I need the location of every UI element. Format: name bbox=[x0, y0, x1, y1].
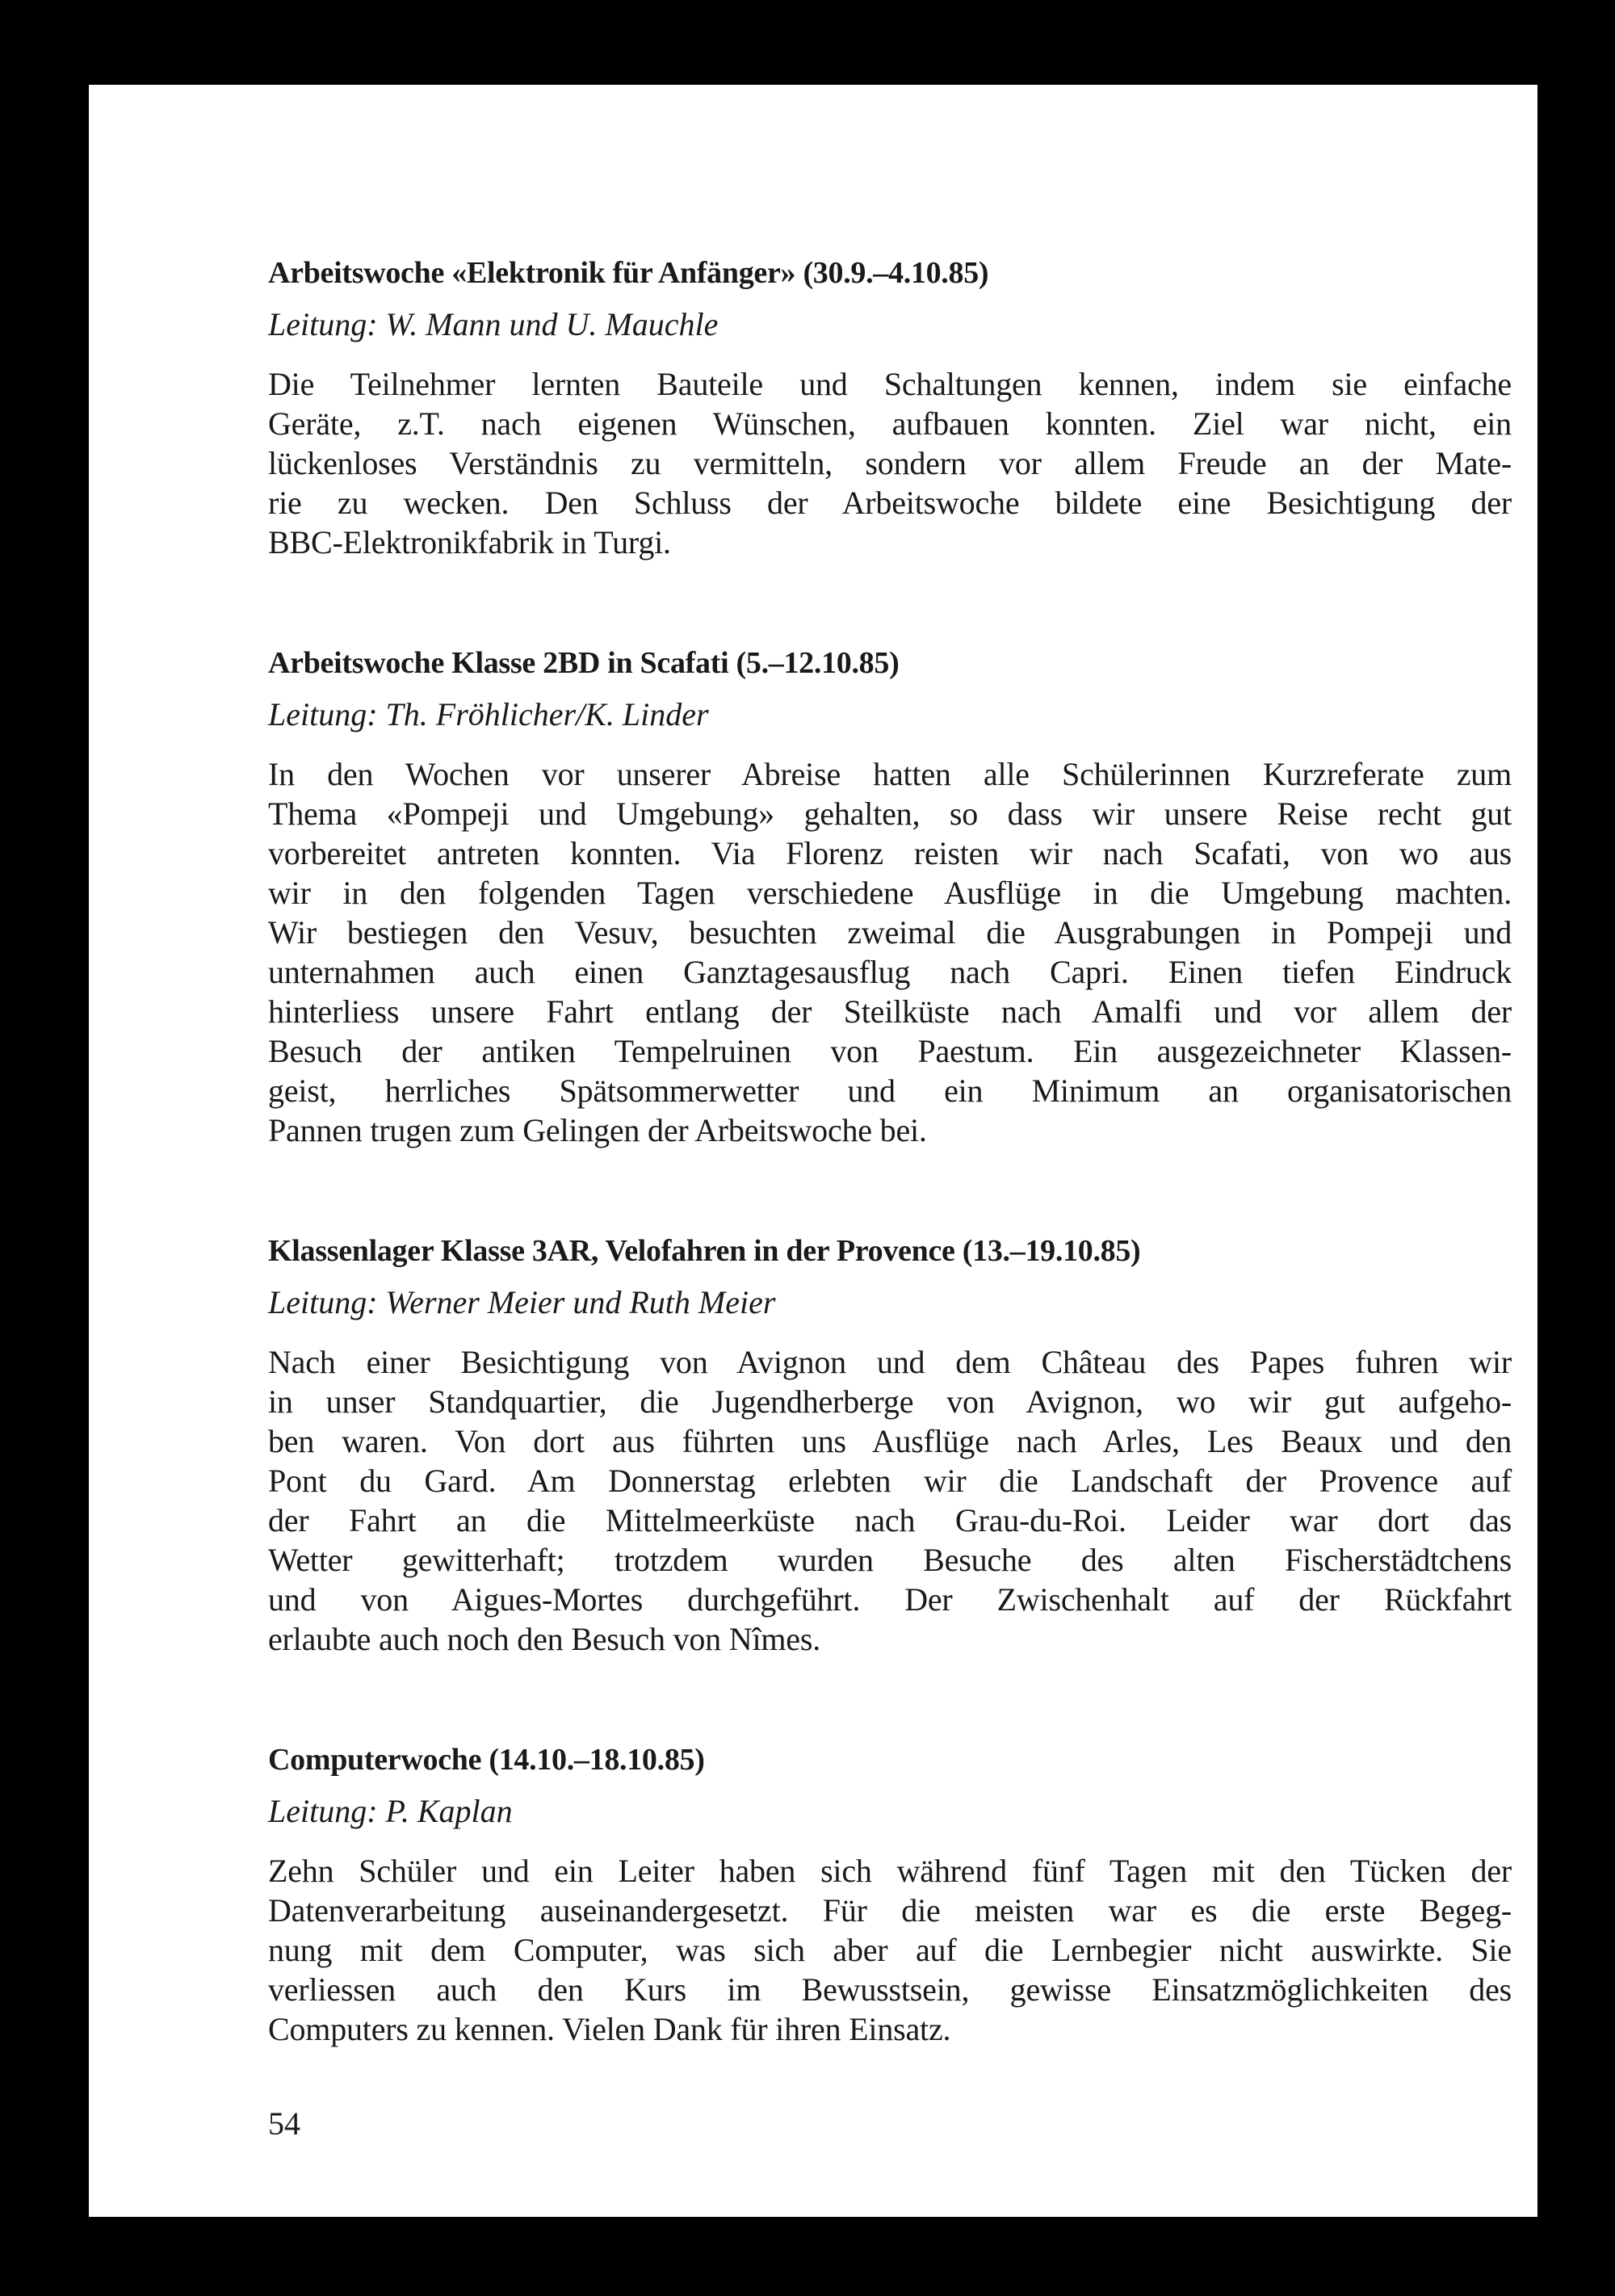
section-body bbox=[268, 754, 1512, 1150]
body-line: nung mit dem Computer, was sich aber auf die Lernbegier nicht auswirkte. Sie bbox=[268, 1932, 1512, 1968]
page-number: 54 bbox=[268, 2105, 300, 2142]
body-line: unternahmen auch einen Ganztagesausflug nach Capri. Einen tiefen Eindruck bbox=[268, 954, 1512, 990]
section-body bbox=[268, 364, 1512, 562]
section-body bbox=[268, 1342, 1512, 1659]
document-page bbox=[89, 85, 1537, 2217]
body-line: Datenverarbeitung auseinandergesetzt. Für die meisten war es die erste Begeg- bbox=[268, 1892, 1512, 1929]
body-line: Wir bestiegen den Vesuv, besuchten zweimal die Ausgrabungen in Pompeji und bbox=[268, 914, 1512, 951]
section-computerwoche bbox=[268, 1740, 1512, 2049]
body-line: geist, herrliches Spätsommerwetter und ein Minimum an organisatorischen bbox=[268, 1072, 1512, 1109]
body-line: erlaubte auch noch den Besuch von Nîmes. bbox=[268, 1621, 821, 1657]
body-line: In den Wochen vor unserer Abreise hatten alle Schülerinnen Kurzreferate zum bbox=[268, 756, 1512, 792]
body-line: Wetter gewitterhaft; trotzdem wurden Besuche des alten Fischerstädtchens bbox=[268, 1542, 1512, 1578]
section-title: Arbeitswoche Klasse 2BD in Scafati (5.–12.10.85) bbox=[268, 646, 900, 680]
body-line: Pont du Gard. Am Donnerstag erlebten wir die Landschaft der Provence auf bbox=[268, 1463, 1512, 1499]
section-body bbox=[268, 1851, 1512, 2049]
body-line: Geräte, z.T. nach eigenen Wünschen, aufbauen konnten. Ziel war nicht, ein bbox=[268, 405, 1512, 442]
body-line: Computers zu kennen. Vielen Dank für ihren Einsatz. bbox=[268, 2011, 951, 2047]
body-line: und von Aigues-Mortes durchgeführt. Der Zwischenhalt auf der Rückfahrt bbox=[268, 1581, 1512, 1618]
body-line: in unser Standquartier, die Jugendherberge von Avignon, wo wir gut aufgeho- bbox=[268, 1383, 1512, 1420]
section-leader: Leitung: W. Mann und U. Mauchle bbox=[268, 306, 719, 342]
section-leader: Leitung: Werner Meier und Ruth Meier bbox=[268, 1284, 776, 1320]
section-title: Arbeitswoche «Elektronik für Anfänger» (30.9.–4.10.85) bbox=[268, 256, 989, 290]
body-line: ben waren. Von dort aus führten uns Ausflüge nach Arles, Les Beaux und den bbox=[268, 1423, 1512, 1459]
section-elektronik bbox=[268, 253, 1512, 562]
section-provence bbox=[268, 1231, 1512, 1659]
body-line: Pannen trugen zum Gelingen der Arbeitswoche bei. bbox=[268, 1112, 927, 1148]
body-line: Die Teilnehmer lernten Bauteile und Schaltungen kennen, indem sie einfache bbox=[268, 366, 1512, 402]
body-line: der Fahrt an die Mittelmeerküste nach Grau-du-Roi. Leider war dort das bbox=[268, 1502, 1512, 1538]
body-line: vorbereitet antreten konnten. Via Florenz reisten wir nach Scafati, von wo aus bbox=[268, 835, 1512, 871]
body-line: BBC-Elektronikfabrik in Turgi. bbox=[268, 524, 671, 560]
body-line: hinterliess unsere Fahrt entlang der Steilküste nach Amalfi und vor allem der bbox=[268, 993, 1512, 1030]
body-line: wir in den folgenden Tagen verschiedene Ausflüge in die Umgebung machten. bbox=[268, 875, 1512, 911]
body-line: Zehn Schüler und ein Leiter haben sich während fünf Tagen mit den Tücken der bbox=[268, 1853, 1512, 1889]
body-line: Besuch der antiken Tempelruinen von Paestum. Ein ausgezeichneter Klassen- bbox=[268, 1033, 1512, 1069]
body-line: Thema «Pompeji und Umgebung» gehalten, so dass wir unsere Reise recht gut bbox=[268, 795, 1512, 832]
section-leader: Leitung: Th. Fröhlicher/K. Linder bbox=[268, 696, 709, 732]
body-line: Nach einer Besichtigung von Avignon und dem Château des Papes fuhren wir bbox=[268, 1344, 1512, 1380]
page-content bbox=[268, 253, 1512, 2049]
body-line: lückenloses Verständnis zu vermitteln, sondern vor allem Freude an der Mate- bbox=[268, 445, 1512, 481]
section-title: Klassenlager Klasse 3AR, Velofahren in der Provence (13.–19.10.85) bbox=[268, 1234, 1141, 1268]
body-line: verliessen auch den Kurs im Bewusstsein, gewisse Einsatzmöglichkeiten des bbox=[268, 1971, 1512, 2008]
section-leader: Leitung: P. Kaplan bbox=[268, 1793, 513, 1829]
body-line: rie zu wecken. Den Schluss der Arbeitswoche bildete eine Besichtigung der bbox=[268, 485, 1512, 521]
section-title: Computerwoche (14.10.–18.10.85) bbox=[268, 1743, 705, 1777]
section-scafati bbox=[268, 643, 1512, 1150]
